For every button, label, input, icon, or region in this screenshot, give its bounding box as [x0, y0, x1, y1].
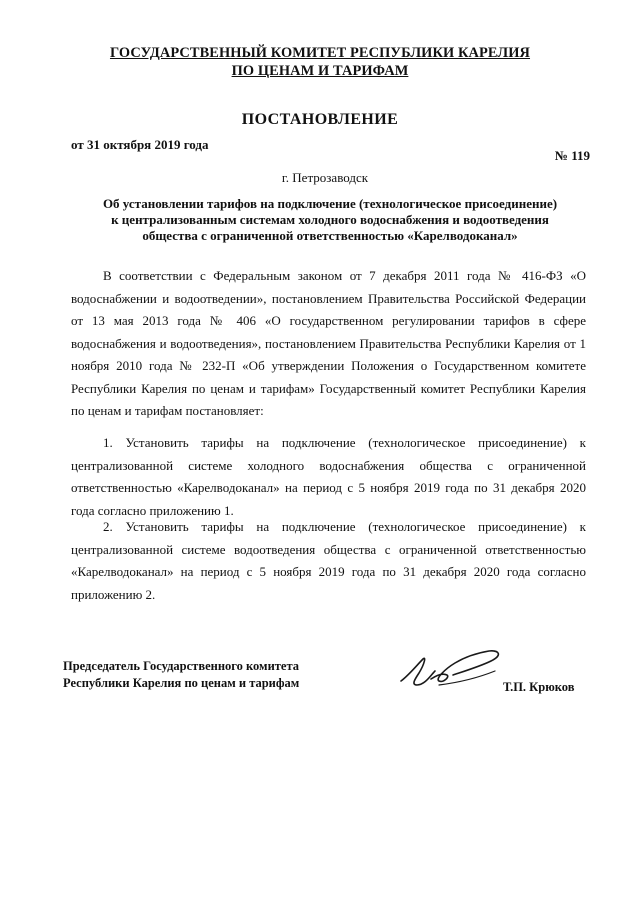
committee-name-line2: ПО ЦЕНАМ И ТАРИФАМ: [231, 63, 409, 79]
document-title-line3: общества с ограниченной ответственностью «Карелводоканал»: [142, 228, 518, 243]
document-title-line2: к централизованным системам холодного водоснабжения и водоотведения: [111, 212, 549, 227]
document-title: [70, 196, 590, 244]
document-city: г. Петрозаводск: [281, 170, 369, 185]
document-date: от 31 октября 2019 года: [71, 137, 209, 152]
signatory-name: Т.П. Крюков: [503, 680, 575, 694]
handwritten-signature: [395, 645, 515, 697]
resolution-item-1: 1. Установить тарифы на подключение (технологическое присоединение) к централизованной системе холодного водоснабжения общества с ограниченной ответственностью «Карелводоканал» на период с 5 ноября 2019 года по 31 декабря 2020 года согласно приложению 1.: [71, 435, 586, 518]
signatory-position-line1: Председатель Государственного комитета: [63, 659, 300, 673]
preamble-paragraph: В соответствии с Федеральным законом от 7 декабря 2011 года № 416-ФЗ «О водоснабжении и водоотведении», постановлением Правительства Российской Федерации от 13 мая 2013 года № 406 «О государственном регулировании тарифов в сфере водоснабжения и водоотведения», постановлением Правительства Республики Карелия от 1 ноября 2010 года № 232-П «Об утверждении Положения о Государственном комитете Республики Карелия по ценам и тарифам» Государственный комитет Республики Карелия по ценам и тарифам постановляет:: [71, 268, 586, 418]
signatory-position-line2: Республики Карелия по ценам и тарифам: [63, 676, 300, 690]
document-title-line1: Об установлении тарифов на подключение (технологическое присоединение): [102, 196, 558, 211]
document-type: ПОСТАНОВЛЕНИЕ: [241, 111, 399, 128]
signatory-position: [63, 658, 299, 692]
committee-name-line1: ГОСУДАРСТВЕННЫЙ КОМИТЕТ РЕСПУБЛИКИ КАРЕЛИЯ: [109, 45, 531, 61]
committee-name: [60, 44, 580, 80]
document-number: № 119: [554, 148, 590, 163]
resolution-item-2: 2. Установить тарифы на подключение (технологическое присоединение) к централизованной системе водоотведения общества с ограниченной ответственностью «Карелводоканал» на период с 5 ноября 2019 года по 31 декабря 2020 года согласно приложению 2.: [71, 519, 586, 602]
